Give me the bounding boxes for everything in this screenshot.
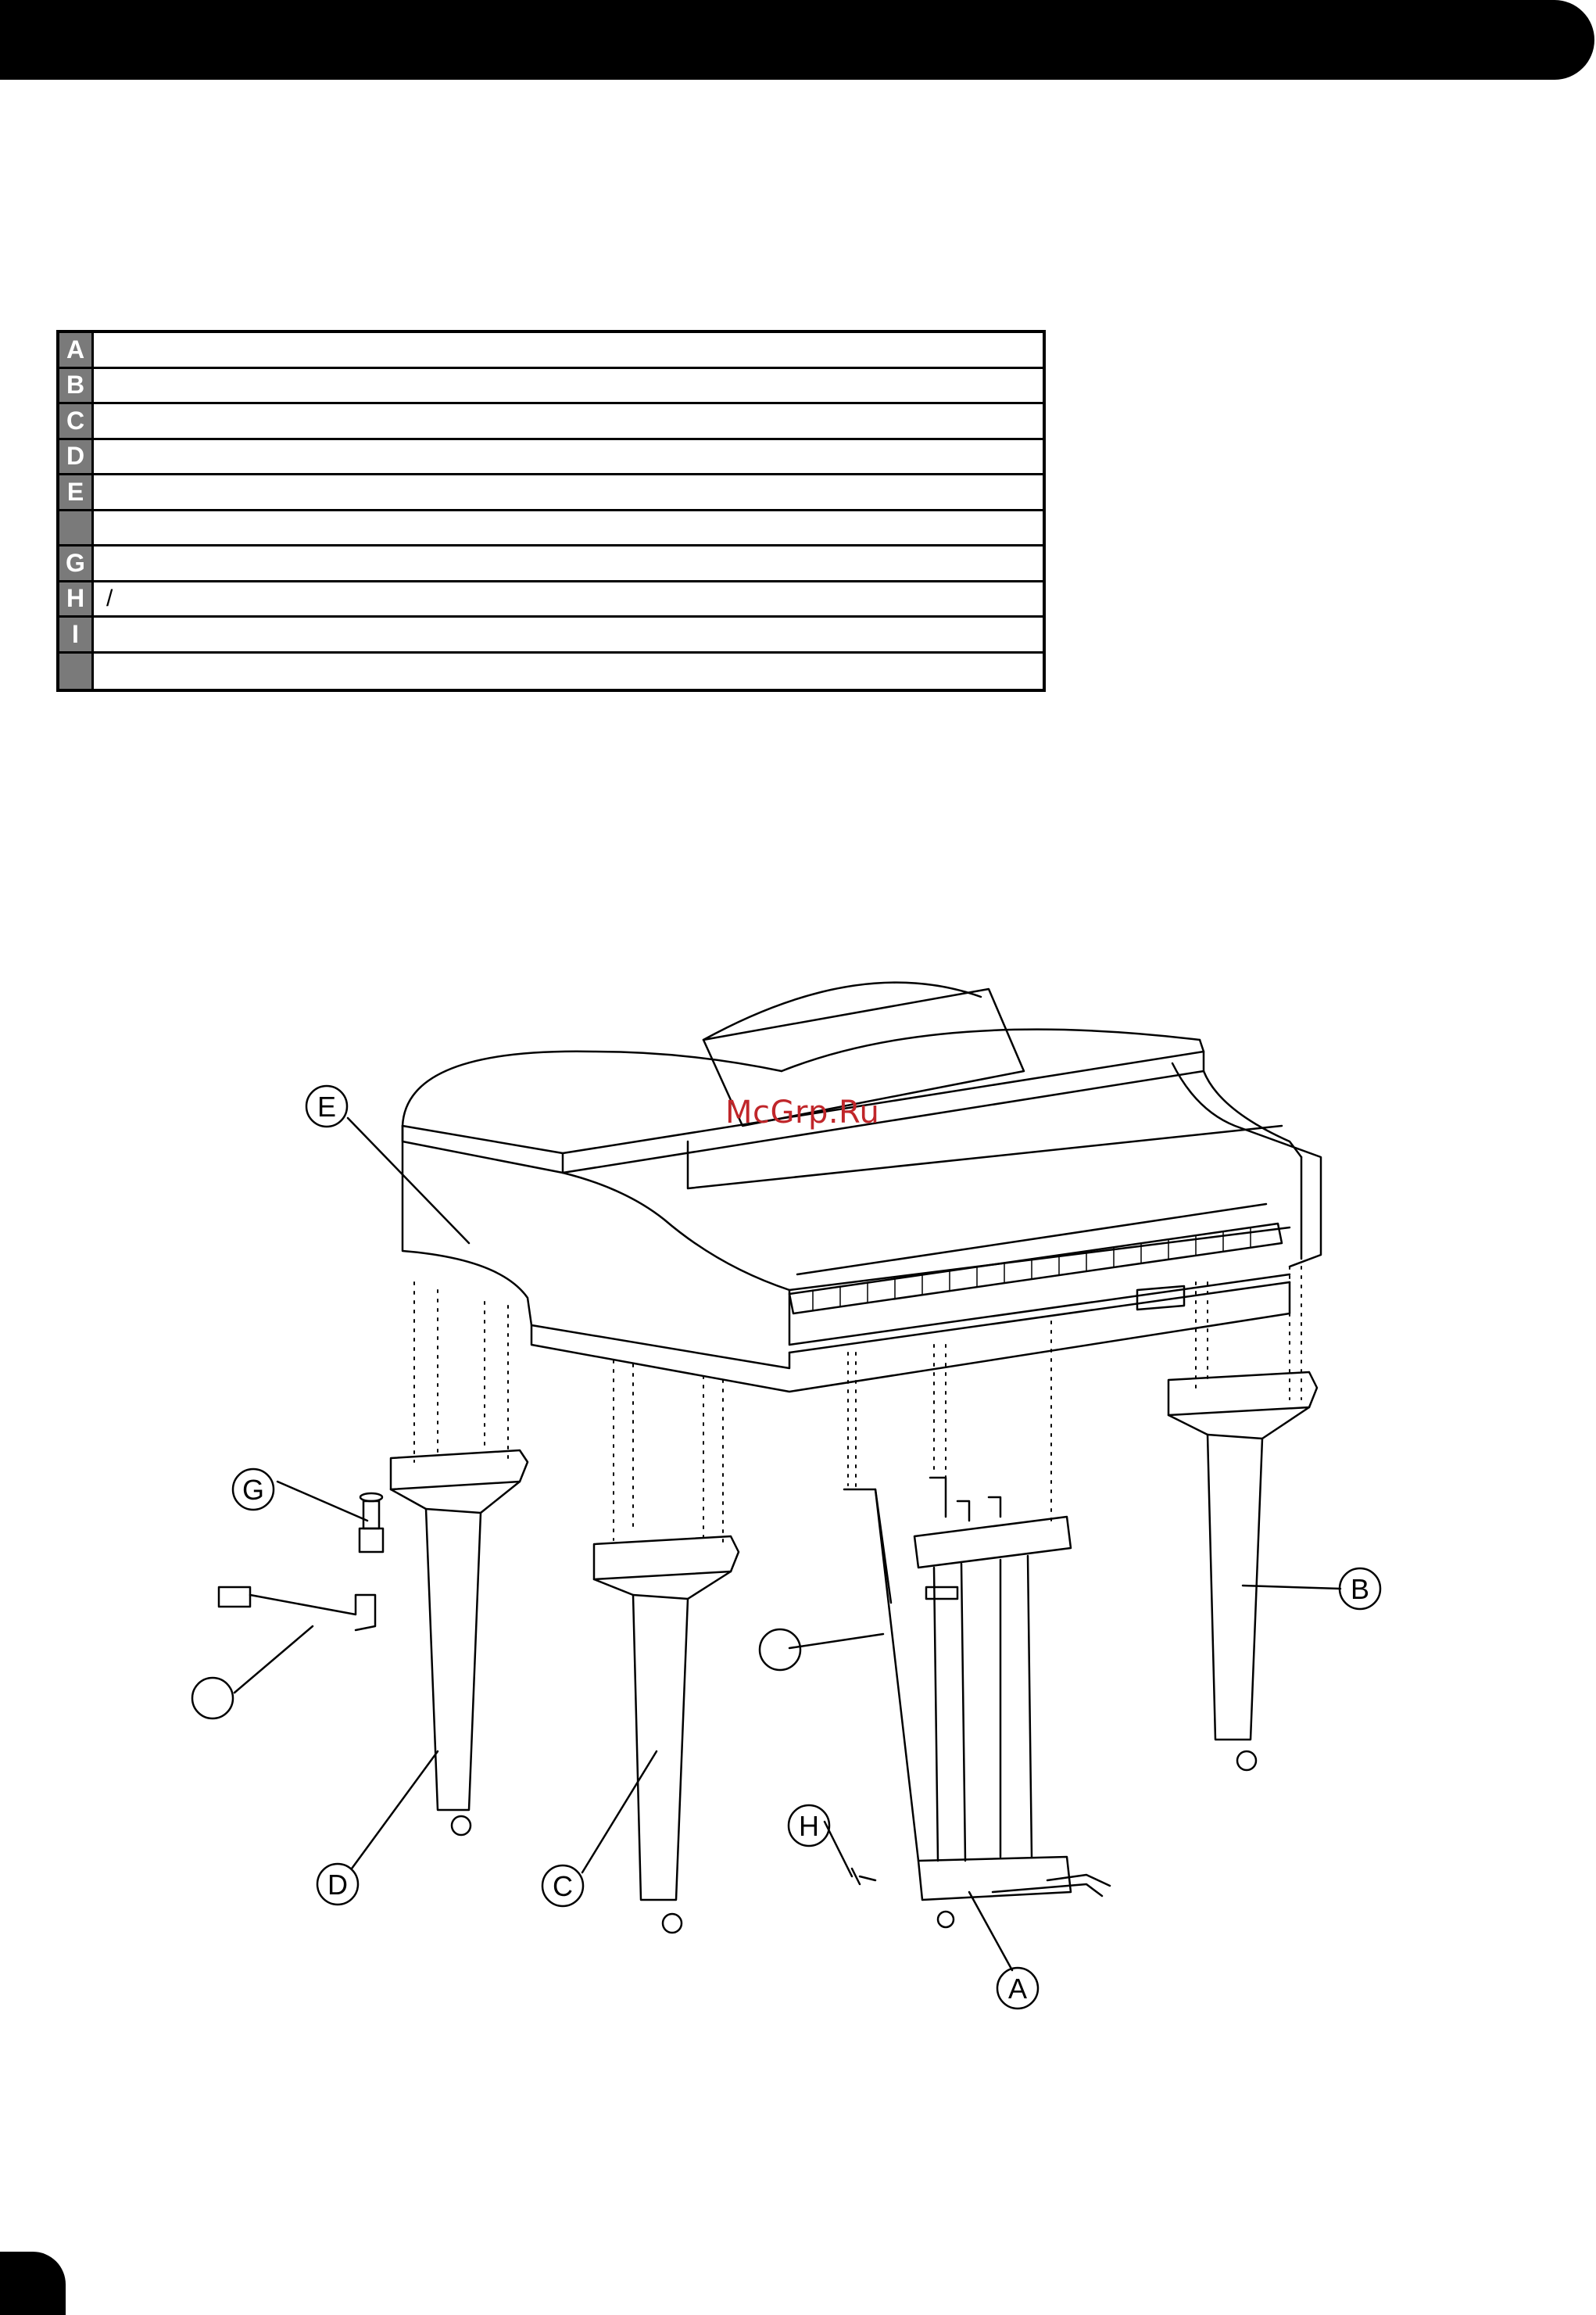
part-letter: H (59, 582, 94, 616)
part-letter: G (59, 546, 94, 580)
part-description: / (106, 585, 113, 611)
part-letter: E (59, 475, 94, 509)
part-letter: D (59, 440, 94, 474)
callout-label-b: B (1350, 1573, 1370, 1605)
callout-label-c: C (553, 1870, 573, 1902)
callout-label-e: E (317, 1091, 337, 1123)
callout-blank (192, 1678, 233, 1718)
part-letter: B (59, 369, 94, 403)
callout-blank (760, 1629, 800, 1670)
page-tab (0, 2252, 66, 2315)
callout-label-d: D (327, 1869, 348, 1901)
watermark: McGrp.Ru (725, 1095, 880, 1131)
part-letter: A (59, 333, 94, 367)
part-letter: I (59, 618, 94, 651)
callout-label-h: H (799, 1810, 819, 1842)
part-letter: C (59, 404, 94, 438)
callout-label-a: A (1007, 1973, 1028, 2005)
callout-label-g: G (242, 1474, 265, 1506)
